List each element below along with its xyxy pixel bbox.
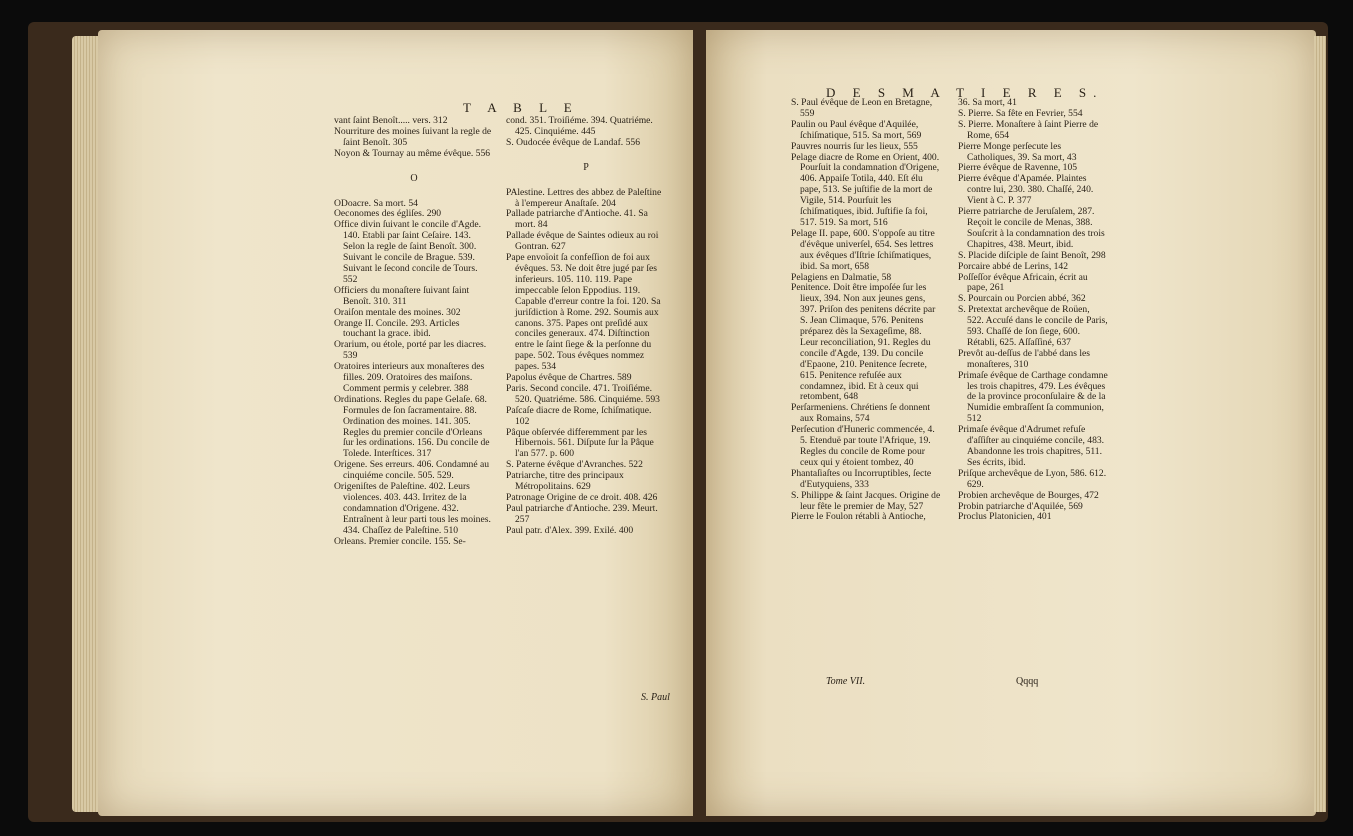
index-entry: Origeniſtes de Paleſtine. 402. Leurs violences. 403. 443. Irritez de la condamnation d'Origene. 432. Entraînent à leur parti tous les moines. 434. Chaſſez de Paleſtine. 510 <box>334 481 491 536</box>
right-column-2 <box>958 98 1108 523</box>
index-entry: Perſarmeniens. Chrétiens ſe donnent aux Romains, 574 <box>791 402 931 425</box>
index-entry: Pallade patriarche d'Antioche. 41. Sa mort. 84 <box>506 208 648 231</box>
index-entry: Orange II. Concile. 293. Articles touchant la grace. ibid. <box>334 317 460 340</box>
index-entry: Prevôt au-deſſus de l'abbé dans les monaſteres, 310 <box>958 347 1091 370</box>
catchword: S. Paul <box>641 692 670 703</box>
index-entry: PAlestine. Lettres des abbez de Paleſtine à l'empereur Anaſtaſe. 204 <box>506 186 662 209</box>
running-head-right: D E S M A T I E R E S. <box>826 85 1104 100</box>
index-entry: cond. 351. Troiſiéme. 394. Quatriéme. 425. Cinquiéme. 445 <box>506 115 653 137</box>
index-entry: 36. Sa mort, 41 <box>958 97 1017 108</box>
index-entry: Probin patriarche d'Aquilée, 569 <box>958 500 1083 512</box>
index-entry: Pallade évêque de Saintes odieux au roi Gontran. 627 <box>506 230 659 253</box>
index-entry: Pâque obſervée differemment par les Hibernois. 561. Diſpute ſur la Pâque l'an 577. p. 600 <box>506 426 654 460</box>
index-entry: S. Paterne évêque d'Avranches. 522 <box>506 459 643 471</box>
running-head-left: T A B L E <box>463 100 579 115</box>
index-entry: Oratoires interieurs aux monaſteres des filles. 209. Oratoires des maiſons. Comment permis y celebrer. 388 <box>334 361 485 394</box>
index-entry: Primaſe évêque de Carthage condamne les trois chapitres, 479. Les évêques de la province proconſulaire & de la Numidie embraſſent ſa communion, 512 <box>958 369 1108 425</box>
index-entry: S. Pierre. Sa fête en Fevrier, 554 <box>958 107 1083 119</box>
book <box>28 22 1328 822</box>
right-page <box>706 30 1316 816</box>
index-entry: Paris. Second concile. 471. Troiſiéme. 520. Quatriéme. 586. Cinquiéme. 593 <box>506 382 660 405</box>
index-entry: Pierre patriarche de Jeruſalem, 287. Reçoit le concile de Menas, 388. Souſcrit à la condamnation des trois Chapitres, 438. Meurt, ibid. <box>958 206 1105 250</box>
index-entry: Paul patr. d'Alex. 399. Exilé. 400 <box>506 524 634 536</box>
index-entry: Proclus Platonicien, 401 <box>958 511 1052 523</box>
index-entry: Origene. Ses erreurs. 406. Condamné au cinquiéme concile. 505. 529. <box>334 459 490 482</box>
index-entry: Poſſeſſor évêque Africain, écrit au pape, 261 <box>958 271 1088 294</box>
index-entry: Phantaſiaſtes ou Incorruptibles, ſecte d'Eutyquiens, 333 <box>791 467 932 490</box>
index-entry: Patriarche, titre des principaux Métropolitains. 629 <box>506 470 624 493</box>
index-entry: S. Pourcain ou Porcien abbé, 362 <box>958 293 1086 305</box>
index-entry: Paulin ou Paul évêque d'Aquilée, ſchiſmatique, 515. Sa mort, 569 <box>791 118 922 141</box>
index-entry: S. Placide diſciple de ſaint Benoît, 298 <box>958 249 1106 261</box>
index-entry: Primaſe évêque d'Adrumet refuſe d'aſſiſter au cinquiéme concile, 483. Abandonne les trois chapitres, 511. Ses écrits, ibid. <box>958 424 1105 468</box>
index-entry: Ordinations. Regles du pape Gelaſe. 68. Formules de ſon ſacramentaire. 88. Ordination des moines. 141. 305. Regles du premier concile d'Orleans ſur les ordinations. 156. Du concile de Tolede. Interſtices. 317 <box>334 393 490 460</box>
signature-mark: Qqqq <box>1016 676 1039 687</box>
index-entry: vant ſaint Benoît..... vers. 312 <box>334 115 448 126</box>
index-entry: S. Paul évêque de Leon en Bretagne, 559 <box>791 97 933 119</box>
left-page <box>98 30 693 816</box>
index-entry: Probien archevêque de Bourges, 472 <box>958 489 1099 501</box>
index-entry: Pierre le Foulon rétabli à Antioche, <box>791 511 926 523</box>
index-entry: Orleans. Premier concile. 155. Se- <box>334 535 466 547</box>
index-entry: Papolus évêque de Chartres. 589 <box>506 372 632 384</box>
index-entry: S. Pretextat archevêque de Roüen, 522. Accuſé dans le concile de Paris, 593. Chaſſé de ſon ſiege, 600. Rétabli, 625. Aſſaſſiné, 637 <box>958 304 1108 348</box>
index-entry: Pape envoïoit ſa confeſſion de foi aux évêques. 53. Ne doit être jugé par ſes inferieurs. 105. 110. 119. Pape impeccable ſelon Eppodius. 119. Capable d'erreur contre la foi. 120. Sa juriſdiction à Rome. 292. Soumis aux canons. 375. Papes ont preſidé aux conciles generaux. 474. Diſtinction entre le ſaint ſiege & la perſonne du pape. 502. Tous évêques nommez papes. 534 <box>506 252 661 373</box>
index-entry: ODoacre. Sa mort. 54 <box>334 197 418 209</box>
index-entry: Pelagiens en Dalmatie, 58 <box>791 271 892 283</box>
index-entry: S. Pierre. Monaſtere à ſaint Pierre de Rome, 654 <box>958 118 1099 141</box>
page-edges-right <box>1314 36 1326 812</box>
letter-heading: O <box>410 172 418 184</box>
index-entry: Pierre évêque d'Apamée. Plaintes contre lui, 230. 380. Chaſſé, 240. Vient à C. P. 377 <box>958 173 1094 207</box>
left-column-1 <box>334 116 494 548</box>
index-entry: Oraiſon mentale des moines. 302 <box>334 306 461 318</box>
page-edges-left <box>72 36 100 812</box>
index-entry: Pierre Monge perſecute les Catholiques, 39. Sa mort, 43 <box>958 140 1077 163</box>
index-entry: S. Oudocée évêque de Landaf. 556 <box>506 136 640 148</box>
index-entry: Officiers du monaſtere ſuivant ſaint Benoît. 310. 311 <box>334 284 470 307</box>
left-column-2 <box>506 116 666 537</box>
index-entry: Noyon & Tournay au même évêque. 556 <box>334 147 491 159</box>
index-entry: Pauvres nourris ſur les lieux, 555 <box>791 140 918 152</box>
index-entry: Pelage II. pape, 600. S'oppoſe au titre d'évêque univerſel, 654. Ses lettres aux évêques d'Iſtrie ſchiſmatiques, ibid. Sa mort, 658 <box>791 227 935 272</box>
index-entry: S. Philippe & ſaint Jacques. Origine de leur fête le premier de May, 527 <box>791 489 941 512</box>
letter-heading: P <box>583 161 589 173</box>
index-entry: Nourriture des moines ſuivant la regle de ſaint Benoît. 305 <box>334 125 492 148</box>
index-entry: Oeconomes des égliſes. 290 <box>334 208 442 220</box>
index-entry: Orarium, ou étole, porté par les diacres. 539 <box>334 339 487 362</box>
index-entry: Patronage Origine de ce droit. 408. 426 <box>506 492 658 503</box>
index-entry: Paul patriarche d'Antioche. 239. Meurt. 257 <box>506 502 658 525</box>
index-entry: Paſcaſe diacre de Rome, ſchiſmatique. 102 <box>506 404 652 427</box>
index-entry: Porcaire abbé de Lerins, 142 <box>958 260 1069 272</box>
index-entry: Pierre évêque de Ravenne, 105 <box>958 162 1078 174</box>
index-entry: Pelage diacre de Rome en Orient, 400. Pourſuit la condamnation d'Origene, 406. Appaiſe Totila, 440. Eſt élu pape, 513. Se juſtifie de la mort de Vigile, 514. Pourſuit les ſchiſmatiques, ibid. Juſtifie ſa foi, 517. 519. Sa mort, 516 <box>791 151 940 228</box>
right-column-1 <box>791 98 941 523</box>
index-entry: Perſecution d'Huneric commencée, 4. 5. Etenduë par toute l'Afrique, 19. Regles du concile de Rome pour ceux qui y étoient tombez, 40 <box>791 424 935 468</box>
index-entry: Office divin ſuivant le concile d'Agde. 140. Etabli par ſaint Ceſaire. 143. Selon la regle de ſaint Benoît. 300. Suivant le concile de Brague. 539. Suivant le ſecond concile de Tours. 552 <box>334 219 482 285</box>
index-entry: Priſque archevêque de Lyon, 586. 612. 629. <box>958 467 1107 490</box>
index-entry: Penitence. Doit être impoſée ſur les lieux, 394. Non aux jeunes gens, 397. Priſon des penitens décrite par S. Jean Climaque, 576. Penitens préparez dès la Sexageſime, 88. Leur reconciliation, 91. Regles du concile d'Agde, 139. Du concile d'Epaone, 210. Penitence ſecrete, 615. Penitence refuſée aux condamnez, ibid. Et à ceux qui retombent, 648 <box>791 282 936 403</box>
volume-footer: Tome VII. <box>826 676 866 687</box>
